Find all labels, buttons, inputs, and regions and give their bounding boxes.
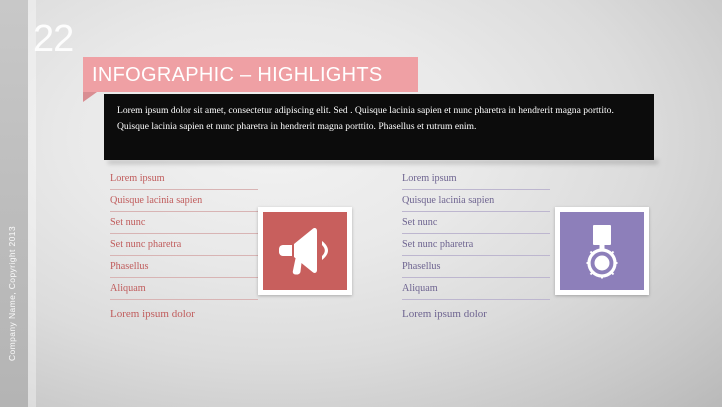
left-column bbox=[110, 168, 258, 320]
list-item: Phasellus bbox=[402, 256, 550, 278]
ribbon-tail-icon bbox=[83, 92, 97, 102]
list-item: Lorem ipsum bbox=[110, 168, 258, 190]
title-ribbon bbox=[83, 57, 418, 92]
left-strip-highlight bbox=[28, 0, 36, 407]
list-item: Quisque lacinia sapien bbox=[402, 190, 550, 212]
left-icon-tile bbox=[258, 207, 352, 295]
list-item: Set nunc bbox=[110, 212, 258, 234]
medal-icon bbox=[560, 212, 644, 290]
list-item: Lorem ipsum bbox=[402, 168, 550, 190]
footer-caption-wrap bbox=[0, 0, 28, 407]
list-item-summary: Lorem ipsum dolor bbox=[402, 308, 487, 320]
text-box-shadow bbox=[108, 160, 658, 164]
list-item: Set nunc pharetra bbox=[402, 234, 550, 256]
page-title: INFOGRAPHIC – HIGHLIGHTS bbox=[92, 64, 383, 86]
right-column bbox=[402, 168, 550, 320]
list-item: Aliquam bbox=[402, 278, 550, 300]
list-item: Set nunc bbox=[402, 212, 550, 234]
list-item: Phasellus bbox=[110, 256, 258, 278]
description-box bbox=[104, 94, 654, 160]
footer-caption: Company Name, Copyright 2013 bbox=[7, 226, 17, 361]
megaphone-icon bbox=[263, 212, 347, 290]
list-item: Set nunc pharetra bbox=[110, 234, 258, 256]
list-item: Quisque lacinia sapien bbox=[110, 190, 258, 212]
list-item-summary: Lorem ipsum dolor bbox=[110, 308, 195, 320]
list-item: Aliquam bbox=[110, 278, 258, 300]
page-number: 22 bbox=[33, 18, 74, 60]
description-text: Lorem ipsum dolor sit amet, consectetur adipiscing elit. Sed . Quisque lacinia sapien et nunc pharetra in hendrerit magna porttito. Quisque lacinia sapien et nunc pharetra in hendrerit magna porttito. Phasellus et rutrum enim. bbox=[117, 105, 614, 132]
right-icon-tile bbox=[555, 207, 649, 295]
